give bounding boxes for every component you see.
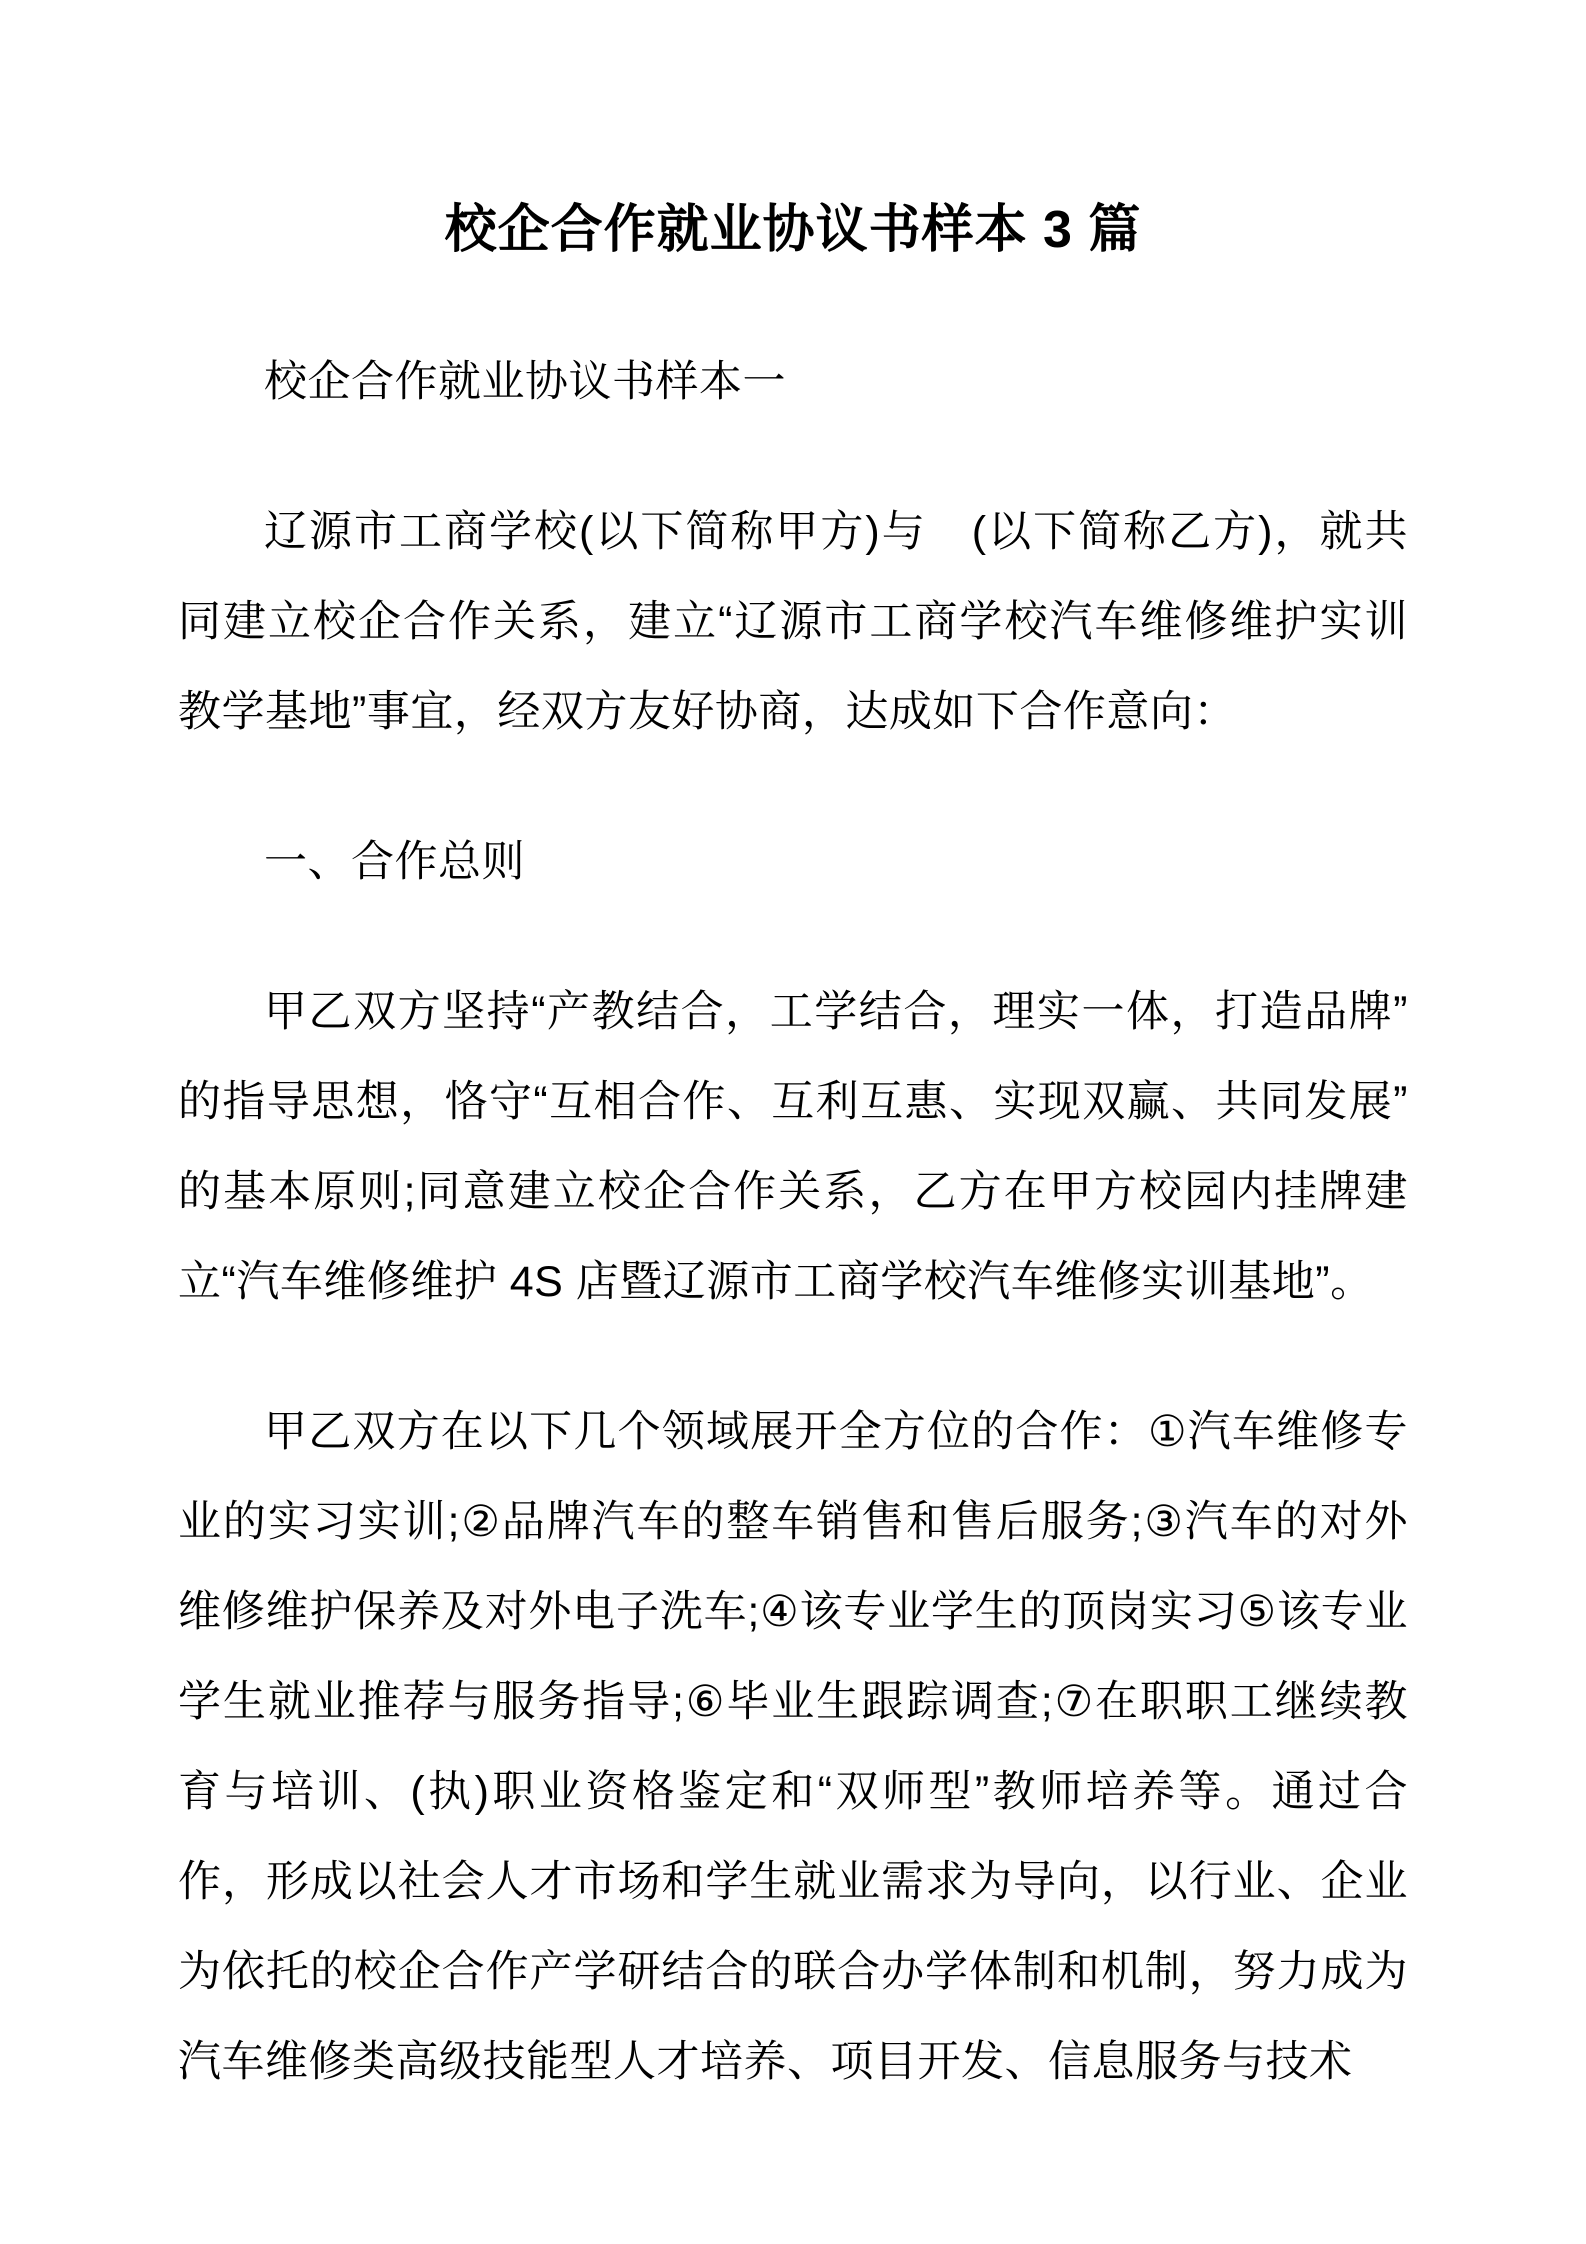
sample-one-subtitle: 校企合作就业协议书样本一 [264,358,786,406]
section-heading-cooperation-principles: 一、合作总则 [264,838,525,886]
principles-paragraph: 甲乙双方坚持“产教结合，工学结合，理实一体，打造品牌”的指导思想，恪守“互相合作、互利互惠、实现双赢、共同发展”的基本原则;同意建立校企合作关系，乙方在甲方校园内挂牌建立“汽车维修维护 4S 店暨辽源市工商学校汽车维修实训基地”。 [178,988,1408,1306]
document-title: 校企合作就业协议书样本 3 篇 [444,201,1142,259]
cooperation-fields-paragraph: 甲乙双方在以下几个领域展开全方位的合作：①汽车维修专业的实习实训;②品牌汽车的整车销售和售后服务;③汽车的对外维修维护保养及对外电子洗车;④该专业学生的顶岗实习⑤该专业学生就业推荐与服务指导;⑥毕业生跟踪调查;⑦在职职工继续教育与培训、(执)职业资格鉴定和“双师型”教师培养等。通过合作，形成以社会人才市场和学生就业需求为导向，以行业、企业为依托的校企合作产学研结合的联合办学体制和机制，努力成为汽车维修类高级技能型人才培养、项目开发、信息服务与技术 [178,1408,1408,2086]
intro-paragraph: 辽源市工商学校(以下简称甲方)与 (以下简称乙方)，就共同建立校企合作关系，建立“辽源市工商学校汽车维修维护实训教学基地”事宜，经双方友好协商，达成如下合作意向： [178,508,1408,736]
